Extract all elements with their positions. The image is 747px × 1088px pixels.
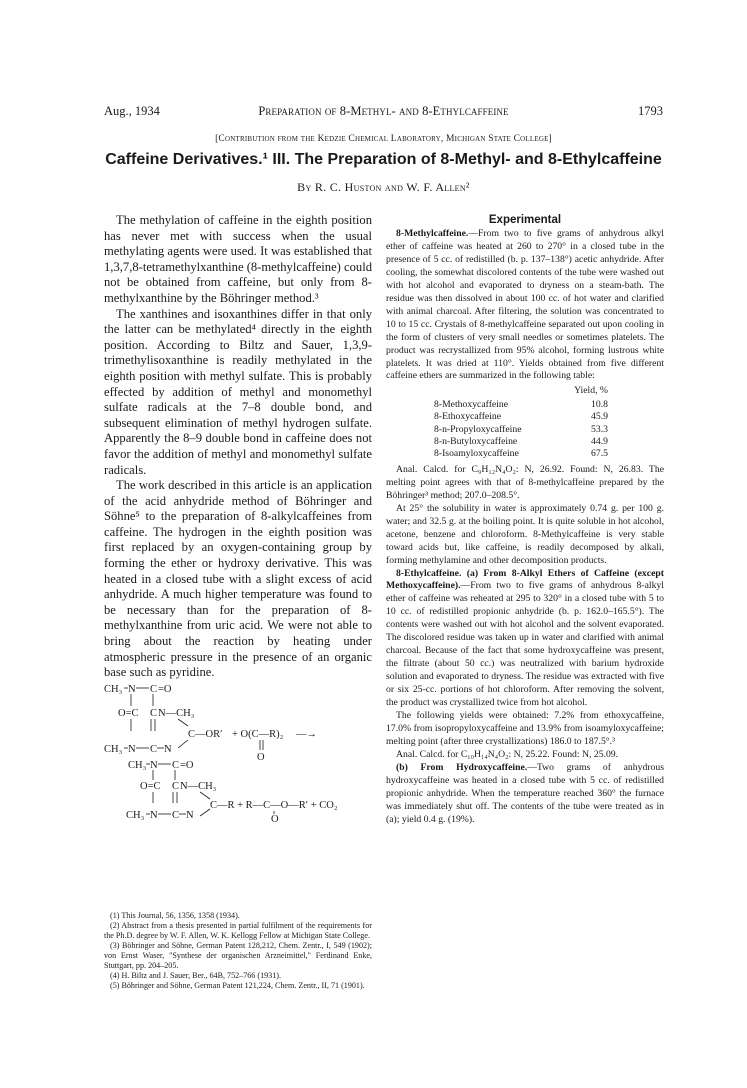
hydroxycaffeine-text: —Two grams of anhydrous hydroxycaffeine was heated in a closed tube with 5 cc. of redistilled propionic anhydride. When the temperature reached 360° the furnace was immediately shut off. The contents of the tube were treated as in (a); yield 0.4 g. (19%). xyxy=(386,761,664,825)
footnote-4: (4) H. Biltz and J. Sauer, Ber., 64B, 752–766 (1931). xyxy=(110,971,281,980)
table-row xyxy=(434,411,614,423)
yield-value: 10.8 xyxy=(591,398,608,410)
formula-c-top: C xyxy=(150,683,158,695)
formula-anhydride: + O(C—R)₂ xyxy=(232,728,284,740)
formula-p-ch3-top: CH₃ xyxy=(128,759,147,771)
formula-p-ch3-bottom: CH₃ xyxy=(126,809,145,821)
intro-paragraph-3: The work described in this article is an application of the acid anhydride method of Böhringer and Söhne⁵ to the preparation of 8-alkylcaffeines from caffeine. The hydrogen in the eighth position was first replaced by an oxygen-containing group by forming the ether or hydroxy derivative. This was heated in a closed tube with a slight excess of acid anhydride. A much higher temperature was found to be necessary than for the preparation of 8-methylxanthine from uric acid. We were not able to bring about the reaction by heating under atmospheric pressure in the presence of an organic base such as pyridine. xyxy=(104,478,372,680)
intro-paragraph-1: The methylation of caffeine in the eighth position has never met with success when the usual methylating agents were used. It was established that 1,3,7,8-tetramethylxanthine (8-methylcaffeine) could not be obtained from caffeine, but only from 8-methylxanthine by the Böhringer method.³ xyxy=(104,213,372,305)
formula-product-r: C—R + R—C—O—R′ + CO₂ xyxy=(210,799,338,811)
running-head-date: Aug., 1934 xyxy=(104,104,160,118)
hydroxycaffeine-paragraph xyxy=(386,762,664,827)
reaction-formula xyxy=(104,682,372,822)
footnote-3: (3) Böhringer and Söhne, German Patent 128,212, Chem. Zentr., I, 549 (1902); von Ernst Waser, "Synthese der organischen Arzneimittel," Ferdinand Enke, Stuttgart, pp. 204–205. xyxy=(104,941,372,970)
yield-name: 8-Methoxycaffeine xyxy=(434,398,509,410)
analysis-ethylcaffeine: Anal. Calcd. for C₁₀H₁₄N₄O₂: N, 25.22. Found: N, 25.09. xyxy=(396,748,619,760)
experimental-heading: Experimental xyxy=(488,214,562,226)
formula-p-c-top: C xyxy=(172,759,180,771)
byline: By R. C. Huston and W. F. Allen² xyxy=(297,180,470,194)
footnote-2: (2) Abstract from a thesis presented in partial fulfilment of the requirements for the Ph.D. degree by W. F. Allen, W. K. Kellogg Fellow at Michigan State College. xyxy=(104,921,372,940)
formula-o-ester: O xyxy=(271,813,279,822)
formula-n1: N xyxy=(128,683,136,695)
ethylcaffeine-title: 8-Ethylcaffeine. (a) From 8-Alkyl Ethers of Caffeine (except Methoxycaffeine). xyxy=(386,567,664,592)
yield-header: Yield, % xyxy=(574,385,608,397)
formula-n-ch3: N—CH₃ xyxy=(158,707,195,719)
formula-p-n1: N xyxy=(150,759,158,771)
ethyl-yields-paragraph: The following yields were obtained: 7.2% from ethoxycaffeine, 17.0% from isopropyloxycaffeine and 13.9% from isoamyloxycaffeine; melting point (after three crystallizations) 186.0 to 187.5°.³ xyxy=(386,709,664,747)
formula-p-eq-o-top: =O xyxy=(180,759,194,771)
article-title: Caffeine Derivatives.¹ III. The Preparation of 8-Methyl- and 8-Ethylcaffeine xyxy=(105,151,662,168)
formula-c-or: C—OR′ xyxy=(188,728,223,740)
yield-name: 8-Isoamyloxycaffeine xyxy=(434,448,519,460)
solubility-paragraph: At 25° the solubility in water is approximately 0.74 g. per 100 g. water; and 32.5 g. at the boiling point. It is quite soluble in hot alcohol, acetone, benzene and chloroform. 8-Methylcaffeine is very stable toward acids but, like caffeine, is readily decomposed by alkali, forming methylamine and other decomposition products. xyxy=(386,502,664,566)
formula-n9: N xyxy=(164,743,172,755)
methylcaffeine-paragraph xyxy=(386,228,664,383)
formula-ch3-top: CH₃ xyxy=(104,683,123,695)
ethylcaffeine-text: —From two to five grams of anhydrous 8-alkyl ether of caffeine was reheated at 295 to 320° in a closed tube with 5 to 10 cc. of redistilled propionic anhydride (b. p. 162.0–165.5°). The contents were washed out with hot alcohol and the solvent evaporated. The discolored residue was taken up in water and clarified with animal charcoal. Because of the fact that some hydroxycaffeine was present, the filtrate (about 50 cc.) was neutralized with barium hydroxide solution and evaporated to dryness. The residue was extracted with five or six 25-cc. portions of hot chloroform. After removing the solvent, the product was crystallized twice from hot alcohol. xyxy=(386,580,664,709)
formula-o-anhydride: O xyxy=(257,751,265,763)
hydroxycaffeine-title: (b) From Hydroxycaffeine. xyxy=(396,761,528,773)
ethylcaffeine-paragraph xyxy=(386,568,664,710)
right-column xyxy=(386,213,664,827)
formula-p-oc-left: O=C xyxy=(140,780,161,792)
intro-paragraph-2: The xanthines and isoxanthines differ in that only the latter can be methylated⁴ directly in the eighth position. According to Biltz and Sauer, 1,3,9-trimethylisoxanthine is readily methylated in the eighth position with methyl sulfate. This is probably effected by addition of methyl and monomethyl sulfate radicals at the 7–8 double bond, and subsequent elimination of methyl hydrogen sulfate. Apparently the 8–9 double bond in caffeine does not favor the addition of methyl and monomethyl sulfate radicals. xyxy=(104,306,372,477)
methylcaffeine-text: —From two to five grams of anhydrous alkyl ether of caffeine was heated at 260 to 270° in a closed tube in the presence of 5 cc. of redistilled (b. p. 137–138°) acetic anhydride. After cooling, the somewhat discolored contents of the tube were washed out with hot alcohol and evaporated to dryness on a steam-bath. The residue was then dissolved in about 100 cc. of hot water and clarified with animal charcoal. After filtering, the solution was concentrated to 10 to 15 cc. Crystals of 8-methylcaffeine separated out upon cooling in the form of clusters of very small needles or sometimes platelets. The product was recrystallized from 95% alcohol, forming lustrous white platelets. It was dried at 110°. Yields obtained from five different caffeine ethers are summarized in the following table: xyxy=(386,228,664,382)
yield-name: 8-n-Propyloxycaffeine xyxy=(434,423,522,435)
formula-p-n-ch3: N—CH₃ xyxy=(180,780,217,792)
yield-name: 8-Ethoxycaffeine xyxy=(434,411,502,423)
methylcaffeine-title: 8-Methylcaffeine. xyxy=(396,228,469,239)
footnotes xyxy=(104,911,372,991)
yield-value: 45.9 xyxy=(591,411,608,423)
table-row xyxy=(434,424,614,436)
table-row xyxy=(434,436,614,448)
page-number: 1793 xyxy=(638,104,663,118)
contribution-line: [Contribution from the Kedzie Chemical Laboratory, Michigan State College] xyxy=(215,134,552,144)
footnote-1: (1) This Journal, 56, 1356, 1358 (1934). xyxy=(110,911,240,920)
formula-p-c-mid: C xyxy=(172,780,180,792)
formula-p-n3: N xyxy=(150,809,158,821)
table-row xyxy=(434,399,614,411)
formula-arrow: —→ xyxy=(296,728,317,740)
yield-table xyxy=(434,384,614,460)
yield-name: 8-n-Butyloxycaffeine xyxy=(434,436,518,448)
formula-c-bottom: C xyxy=(150,743,158,755)
running-head xyxy=(104,104,663,118)
yield-value: 53.3 xyxy=(591,423,608,435)
footnote-5: (5) Böhringer and Söhne, German Patent 121,224, Chem. Zentr., II, 71 (1901). xyxy=(110,981,365,990)
analysis-methylcaffeine: Anal. Calcd. for C₉H₁₂N₄O₂: N, 26.92. Found: N, 26.83. The melting point agrees with that of 8-methylcaffeine prepared by the Böhringer³ method; 207.0–208.5°. xyxy=(386,463,664,501)
table-row xyxy=(434,448,614,460)
formula-ch3-bottom: CH₃ xyxy=(104,743,123,755)
formula-c-mid: C xyxy=(150,707,158,719)
left-column xyxy=(104,213,372,822)
yield-value: 44.9 xyxy=(591,436,608,448)
yield-value: 67.5 xyxy=(591,448,608,460)
formula-oc-left: O=C xyxy=(118,707,139,719)
formula-n3: N xyxy=(128,743,136,755)
running-head-title: Preparation of 8-Methyl- and 8-Ethylcaffeine xyxy=(258,104,509,118)
formula-p-c-bottom: C xyxy=(172,809,180,821)
formula-eq-o-top: =O xyxy=(158,683,172,695)
formula-p-n9: N xyxy=(186,809,194,821)
